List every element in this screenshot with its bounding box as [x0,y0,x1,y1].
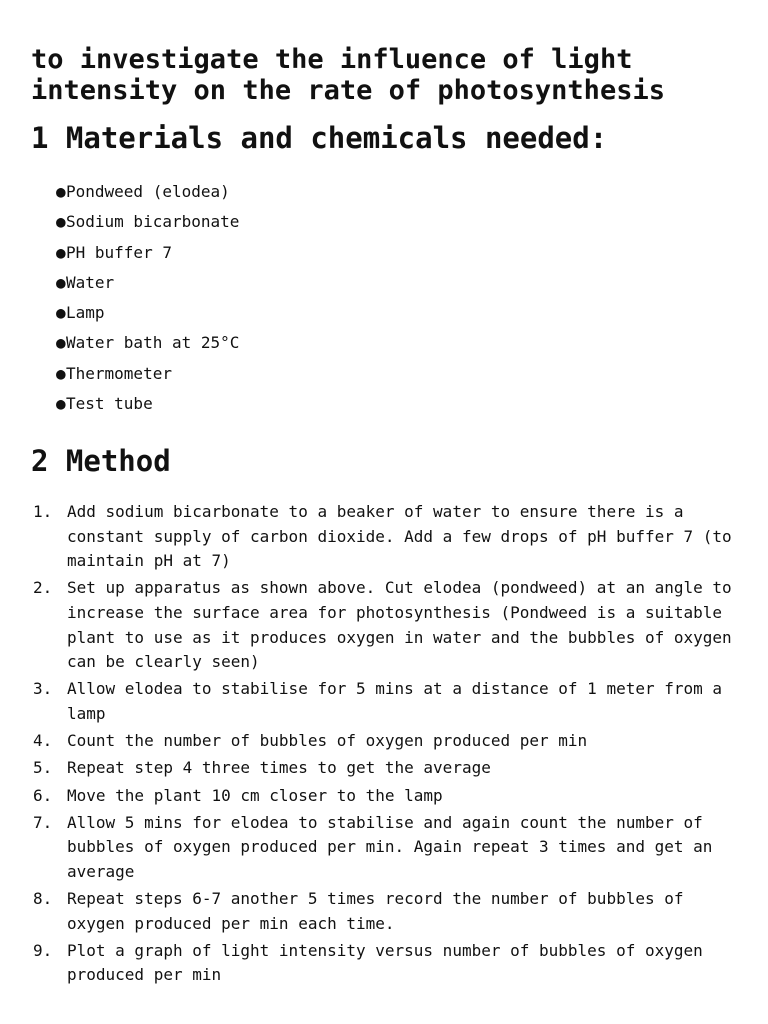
list-item [56,359,239,389]
step-number: 1. [33,502,53,521]
step-number: 4. [33,731,53,751]
material-item: Water [66,272,115,292]
list-item [56,238,239,268]
step-text: Allow elodea to stabilise for 5 mins at a distance of 1 meter from a lamp [67,679,723,723]
step-number: 5. [33,758,53,778]
method-step [31,500,741,574]
material-item: Pondweed (elodea) [66,182,230,201]
material-item: Thermometer [66,363,172,383]
step-text: Add sodium bicarbonate to a beaker of water to ensure there is a constant supply of carbon dioxide. Add a few drops of pH buffer 7 (to maintain pH at 7) [67,502,732,571]
step-number: 6. [33,785,53,805]
bullet-icon: ● [56,182,66,201]
material-item: Sodium bicarbonate [66,212,240,232]
bullet-icon: ● [56,272,66,292]
method-step [31,939,741,988]
step-text: Count the number of bubbles of oxygen produced per min [67,731,588,751]
bullet-icon: ● [56,242,66,262]
method-step [31,784,741,809]
step-text: Allow 5 mins for elodea to stabilise and again count the number of bubbles of oxygen produced per min. Again repeat 3 times and get an average [67,812,713,881]
step-text: Set up apparatus as shown above. Cut elodea (pondweed) at an angle to increase the surface area for photosynthesis (Pondweed is a suitable plant to use as it produces oxygen in water and the bubbles of oxygen can be clearly seen) [67,578,732,672]
step-number: 8. [33,889,53,909]
bullet-icon: ● [56,363,66,383]
list-item [56,177,239,207]
method-heading: 2 Method [31,444,171,478]
bullet-icon: ● [56,212,66,232]
materials-list [56,177,239,419]
method-step [31,729,741,754]
step-number: 7. [33,812,53,832]
material-item: Lamp [66,303,105,323]
bullet-icon: ● [56,394,66,414]
page-title: to investigate the influence of light intensity on the rate of photosynthesis [31,44,665,106]
step-number: 9. [33,940,53,960]
list-item [56,268,239,298]
method-steps-list [31,500,741,991]
step-number: 2. [33,578,53,598]
material-item: PH buffer 7 [66,242,172,262]
step-text: Repeat steps 6-7 another 5 times record the number of bubbles of oxygen produced per min each time. [67,889,684,933]
list-item [56,389,239,419]
method-step [31,677,741,726]
step-text: Plot a graph of light intensity versus number of bubbles of oxygen produced per min [67,940,703,985]
materials-heading: 1 Materials and chemicals needed: [31,121,608,155]
method-step [31,887,741,936]
material-item: Test tube [66,394,153,414]
bullet-icon: ● [56,333,66,353]
step-text: Move the plant 10 cm closer to the lamp [67,785,443,805]
step-text: Repeat step 4 three times to get the average [67,758,491,778]
method-step [31,756,741,781]
step-number: 3. [33,679,53,699]
list-item [56,328,239,358]
list-item [56,207,239,237]
list-item [56,298,239,328]
method-step [31,576,741,674]
method-step [31,811,741,885]
bullet-icon: ● [56,303,66,323]
material-item: Water bath at 25°C [66,333,240,353]
